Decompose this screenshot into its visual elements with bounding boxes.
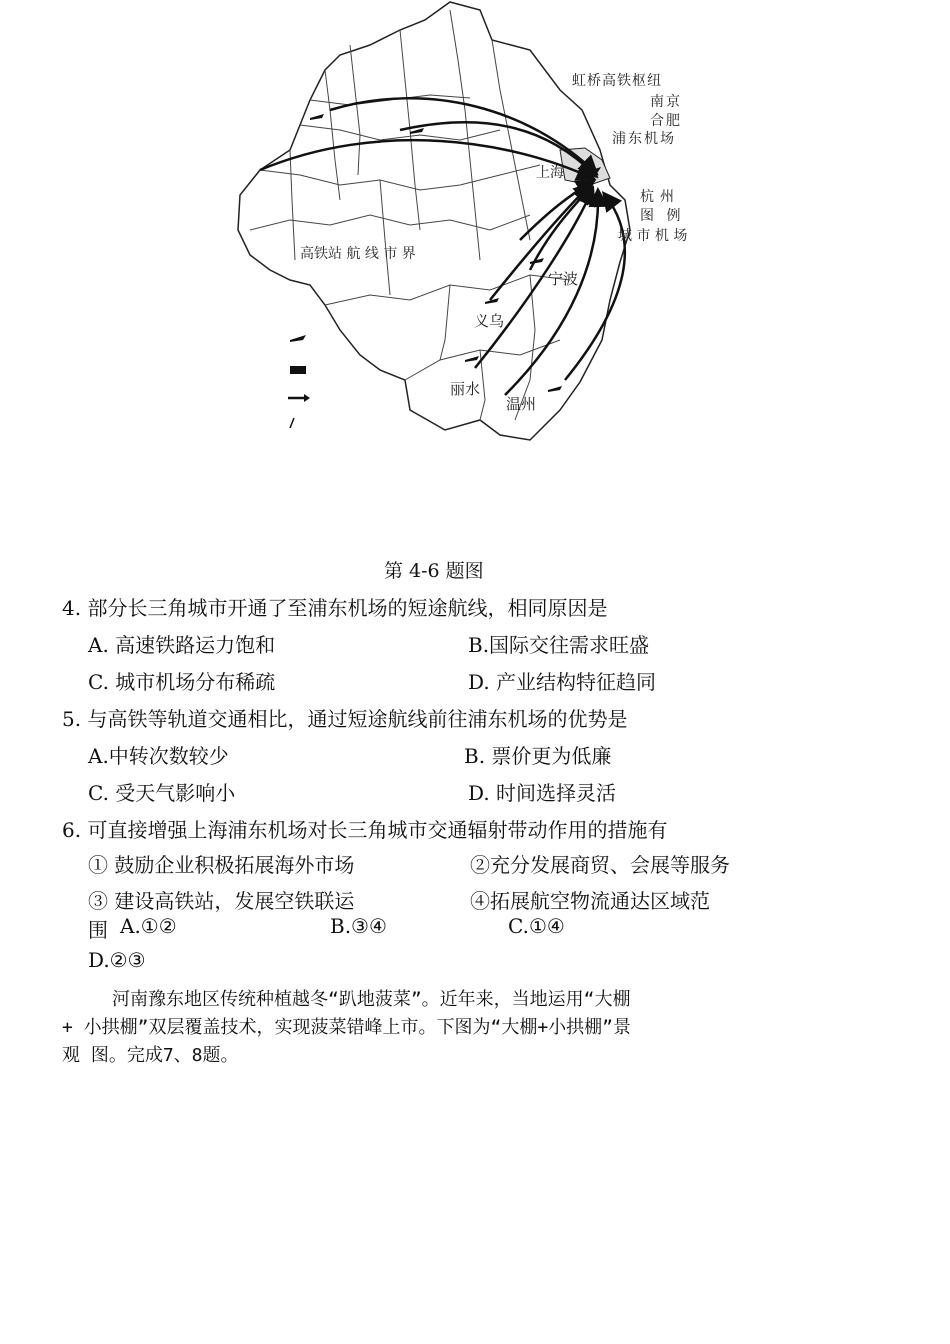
label-wenzhou: 温州	[506, 395, 537, 413]
question-5-stem: 5. 与高铁等轨道交通相比，通过短途航线前往浦东机场的优势是	[62, 707, 628, 731]
legend-title: 图 例	[640, 208, 685, 224]
passage-line-3: 观 图。完成7、8题。	[62, 1045, 239, 1066]
legend-label-hongqiao: 虹桥高铁枢纽	[572, 73, 662, 89]
question-5-option-a: A.中转次数较少	[88, 744, 229, 768]
legend-label-pudong: 浦东机场	[612, 131, 676, 147]
label-yiwu: 义乌	[474, 312, 505, 330]
label-lishui: 丽水	[450, 380, 481, 398]
yangtze-delta-map	[230, 0, 700, 450]
legend-label-city-airport: 城 市 机 场	[618, 228, 688, 244]
legend-label-hefei: 合肥	[650, 113, 682, 129]
question-6-option-b: B.③④	[330, 914, 387, 938]
question-5-option-d: D. 时间选择灵活	[468, 781, 617, 805]
question-6-option-d: D.②③	[88, 948, 146, 972]
question-5-option-b: B. 票价更为低廉	[464, 744, 612, 768]
question-6-stem: 6. 可直接增强上海浦东机场对长三角城市交通辐射带动作用的措施有	[62, 818, 668, 842]
label-ningbo: 宁波	[548, 270, 579, 288]
question-6-item-3: ③ 建设高铁站，发展空铁联运	[88, 889, 355, 913]
question-6-option-a: A.①②	[120, 914, 177, 938]
question-4-option-b: B.国际交往需求旺盛	[468, 633, 650, 657]
question-6-item-2: ②充分发展商贸、会展等服务	[470, 853, 730, 877]
question-5-option-c: C. 受天气影响小	[88, 781, 236, 805]
passage-line-2: + 小拱棚”双层覆盖技术，实现菠菜错峰上市。下图为“大棚+小拱棚”景	[62, 1017, 632, 1038]
legend-symbols	[288, 335, 310, 428]
label-shanghai: 上海	[536, 165, 564, 181]
legend-label-hangzhou: 杭州	[640, 189, 680, 205]
question-6-wrap: 围	[88, 918, 108, 942]
figure-caption: 第 4-6 题图	[384, 560, 484, 582]
question-4-option-d: D. 产业结构特征趋同	[468, 670, 657, 694]
question-6-item-4: ④拓展航空物流通达区域范	[470, 889, 710, 913]
question-4-option-a: A. 高速铁路运力饱和	[88, 633, 276, 657]
passage-line-1: 河南豫东地区传统种植越冬“趴地菠菜”。近年来，当地运用“大棚	[112, 989, 631, 1010]
question-4-option-c: C. 城市机场分布稀疏	[88, 670, 276, 694]
legend-label-gaotie: 高铁站 航 线 市 界	[300, 246, 416, 262]
question-6-option-c: C.①④	[508, 914, 565, 938]
legend-label-nanjing: 南京	[650, 94, 682, 110]
question-4-stem: 4. 部分长三角城市开通了至浦东机场的短途航线，相同原因是	[62, 596, 608, 620]
question-6-item-1: ① 鼓励企业积极拓展海外市场	[88, 853, 355, 877]
